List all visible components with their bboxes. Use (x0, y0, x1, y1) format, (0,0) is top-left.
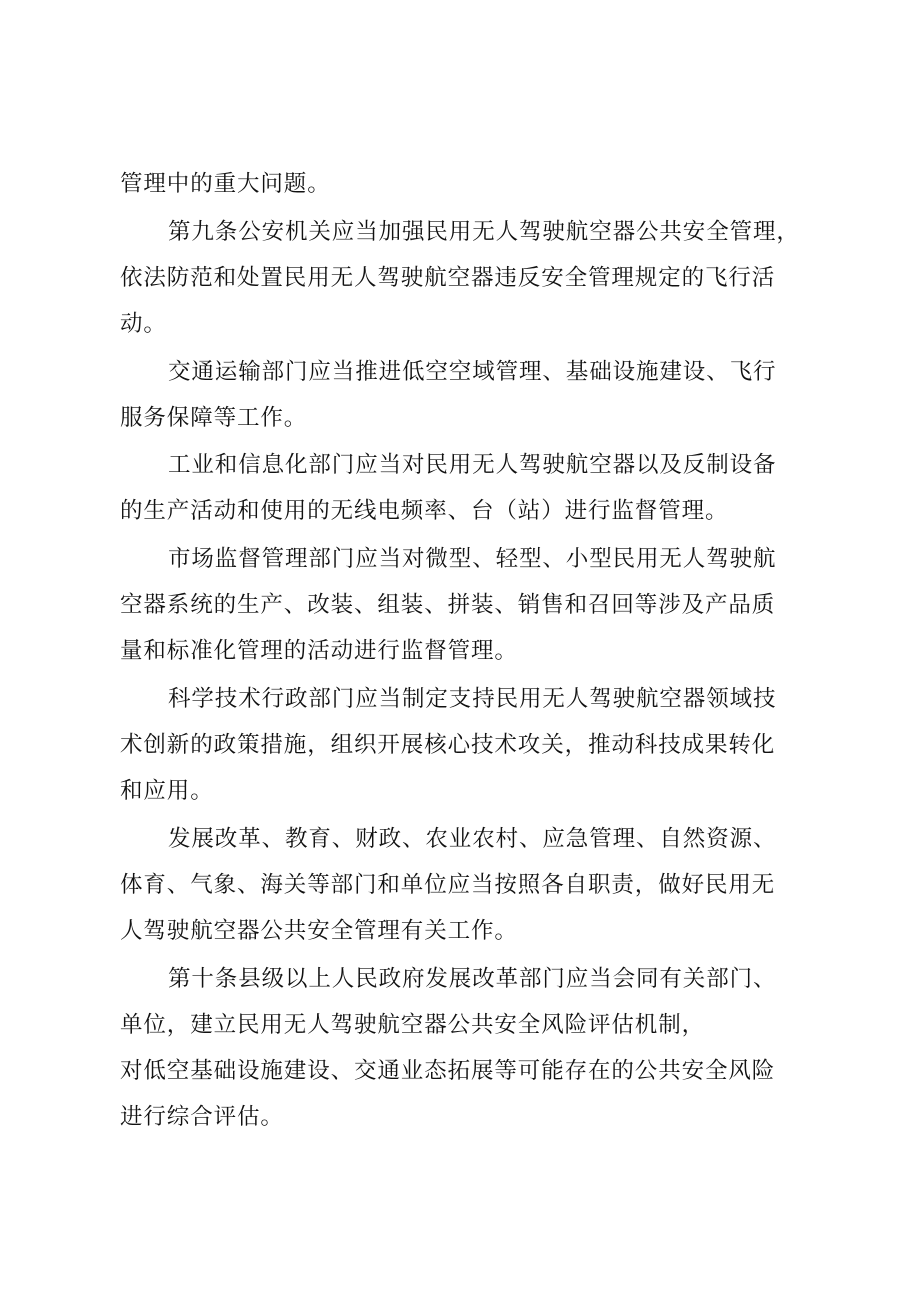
text-line: 对低空基础设施建设、交通业态拓展等可能存在的公共安全风险 (120, 1058, 776, 1084)
text-line: 的生产活动和使用的无线电频率、台（站）进行监督管理。 (120, 498, 729, 524)
text-line: 发展改革、教育、财政、农业农村、应急管理、自然资源、 (168, 826, 777, 852)
text-line: 空器系统的生产、改装、组装、拼装、销售和召回等涉及产品质 (120, 592, 776, 618)
text-line: 和应用。 (120, 778, 214, 804)
text-line: 管理中的重大问题。 (120, 171, 331, 197)
text-line: 市场监督管理部门应当对微型、轻型、小型民用无人驾驶航 (168, 546, 777, 572)
text-line: 依法防范和处置民用无人驾驶航空器违反安全管理规定的飞行活 (120, 265, 776, 291)
text-line: 人驾驶航空器公共安全管理有关工作。 (120, 918, 518, 944)
text-line: 科学技术行政部门应当制定支持民用无人驾驶航空器领域技 (168, 686, 777, 712)
text-line: 第九条公安机关应当加强民用无人驾驶航空器公共安全管理， (168, 219, 800, 245)
text-line: 工业和信息化部门应当对民用无人驾驶航空器以及反制设备 (168, 452, 777, 478)
text-line: 进行综合评估。 (120, 1104, 284, 1130)
text-line: 服务保障等工作。 (120, 405, 308, 431)
text-line: 量和标准化管理的活动进行监督管理。 (120, 638, 518, 664)
text-line: 交通运输部门应当推进低空空域管理、基础设施建设、飞行 (168, 359, 777, 385)
text-line: 第十条县级以上人民政府发展改革部门应当会同有关部门、 (168, 966, 777, 992)
text-line: 单位，建立民用无人驾驶航空器公共安全风险评估机制， (120, 1012, 706, 1038)
text-line: 体育、气象、海关等部门和单位应当按照各自职责，做好民用无 (120, 872, 776, 898)
text-line: 术创新的政策措施，组织开展核心技术攻关，推动科技成果转化 (120, 732, 776, 758)
text-line: 动。 (120, 311, 167, 337)
